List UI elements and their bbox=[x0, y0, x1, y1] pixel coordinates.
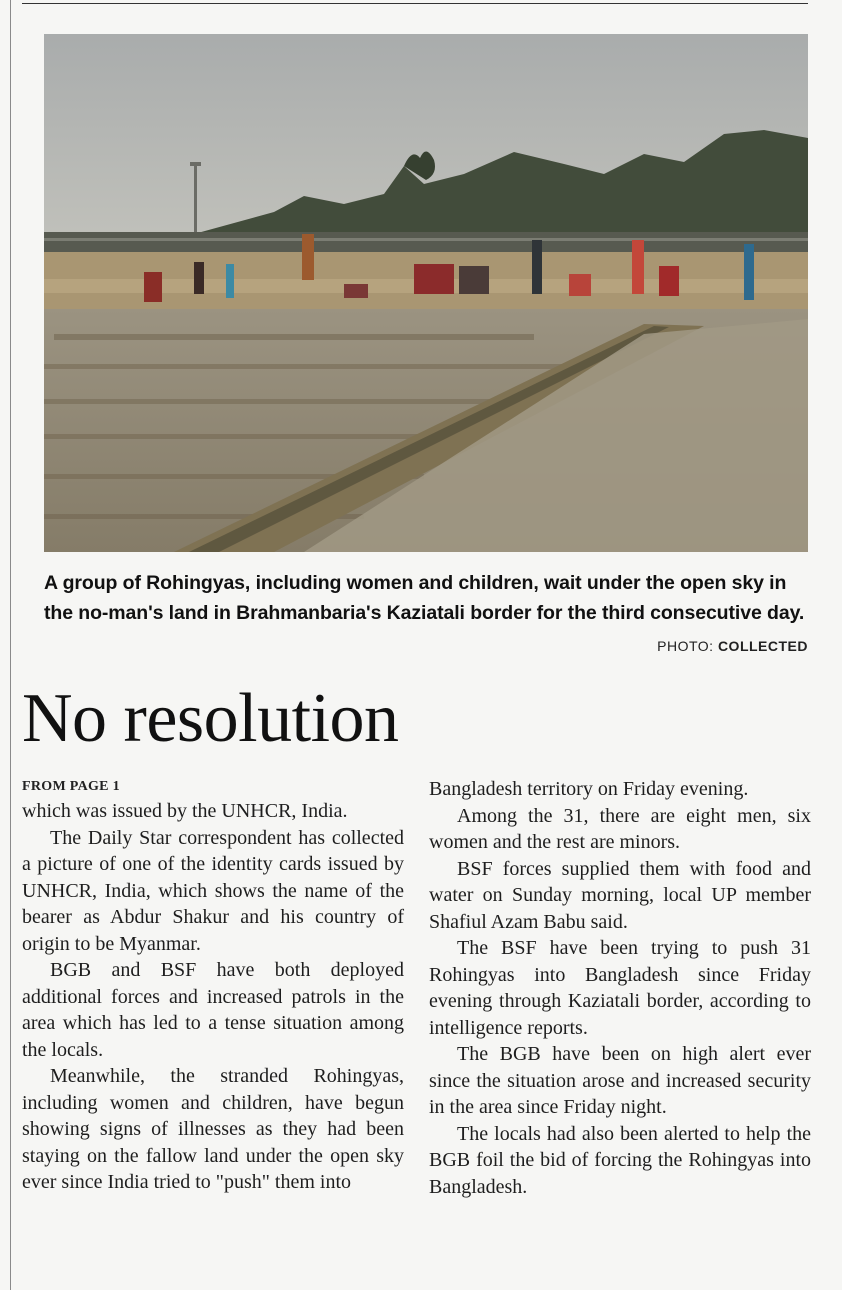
photo-credit bbox=[657, 638, 808, 654]
paragraph: The Daily Star correspondent has collected a picture of one of the identity cards issued by UNHCR, India, which shows the name of the bearer as Abdur Shakur and his country of origin to be Myanmar. bbox=[22, 826, 404, 955]
column-rule bbox=[10, 0, 11, 1290]
paragraph: The BSF have been trying to push 31 Rohingyas into Bangladesh since Friday evening through Kaziatali border, according to intelligence reports. bbox=[429, 937, 811, 1039]
article-column-right bbox=[429, 776, 811, 1200]
from-page-kicker: FROM PAGE 1 bbox=[22, 779, 120, 794]
paragraph: BGB and BSF have both deployed additional forces and increased patrols in the area which has led to a tense situation among the locals. bbox=[22, 959, 404, 1061]
paragraph: The BGB have been on high alert ever since the situation arose and increased security in the area since Friday night. bbox=[429, 1043, 811, 1118]
paragraph: Meanwhile, the stranded Rohingyas, including women and children, have begun showing signs of illnesses as they had been staying on the fallow land under the open sky ever since India tried to "push" them into bbox=[22, 1065, 404, 1193]
photo-icon bbox=[44, 34, 808, 552]
paragraph: The locals had also been alerted to help the BGB foil the bid of forcing the Rohingyas into Bangladesh. bbox=[429, 1122, 811, 1198]
paragraph: BSF forces supplied them with food and water on Sunday morning, local UP member Shafiul Azam Babu said. bbox=[429, 857, 811, 933]
news-photo bbox=[44, 34, 808, 552]
paragraph: Among the 31, there are eight men, six women and the rest are minors. bbox=[429, 804, 811, 853]
credit-source: COLLECTED bbox=[717, 638, 808, 654]
paragraph: Bangladesh territory on Friday evening. bbox=[429, 778, 749, 800]
photo-caption: A group of Rohingyas, including women and children, wait under the open sky in the no-man's land in Brahmanbaria's Kaziatali border for the third consecutive day. bbox=[44, 572, 805, 624]
credit-prefix: PHOTO: bbox=[657, 638, 718, 654]
article-column-left bbox=[22, 776, 404, 1196]
paragraph: which was issued by the UNHCR, India. bbox=[22, 800, 348, 822]
headline: No resolution bbox=[22, 680, 399, 757]
top-rule bbox=[22, 3, 808, 4]
